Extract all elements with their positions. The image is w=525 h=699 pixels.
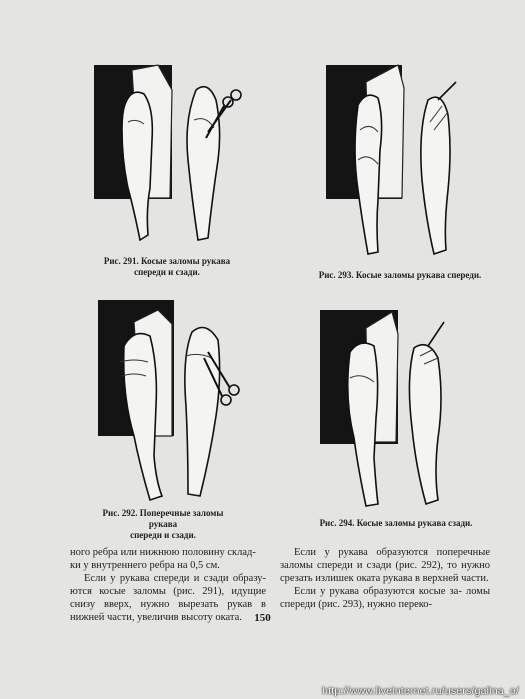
figure-293-illustration bbox=[318, 60, 468, 260]
left-line-2: ки у внутреннего ребра на 0,5 см. bbox=[70, 560, 220, 571]
right-column-text bbox=[280, 546, 490, 611]
left-line-1: ного ребра или нижнюю половину склад- bbox=[70, 547, 256, 558]
left-paragraph-2: Если у рукава спереди и сзади образу- ются косые заломы (рис. 291), идущие снизу вверх, нужно вырезать рукав в нижней части, увеличив высоту оката. bbox=[70, 573, 266, 623]
figure-294 bbox=[316, 308, 466, 508]
figure-292-caption: Рис. 292. Поперечные заломы рукава спереди и сзади. bbox=[102, 508, 224, 540]
figure-294-illustration bbox=[316, 308, 466, 508]
figure-291-caption: Рис. 291. Косые заломы рукава спереди и сзади. bbox=[103, 256, 231, 277]
figure-292-illustration bbox=[94, 296, 254, 506]
figure-291-illustration bbox=[88, 60, 248, 260]
watermark-url: http://www.liveinternet.ru/users/galina_o/ bbox=[322, 685, 519, 697]
figure-291 bbox=[88, 60, 248, 260]
figure-294-caption: Рис. 294. Косые заломы рукава сзади. bbox=[319, 518, 473, 528]
figure-293 bbox=[318, 60, 468, 260]
right-paragraph-1: Если у рукава образуются поперечные заломы спереди и сзади (рис. 292), то нужно срезать излишек оката рукава в верхней части. bbox=[280, 547, 490, 584]
right-paragraph-2: Если у рукава образуются косые за- ломы спереди (рис. 293), нужно переко- bbox=[280, 586, 490, 610]
page-number: 150 bbox=[254, 612, 271, 624]
figure-292 bbox=[94, 296, 254, 506]
figure-293-caption: Рис. 293. Косые заломы рукава спереди. bbox=[318, 270, 482, 280]
